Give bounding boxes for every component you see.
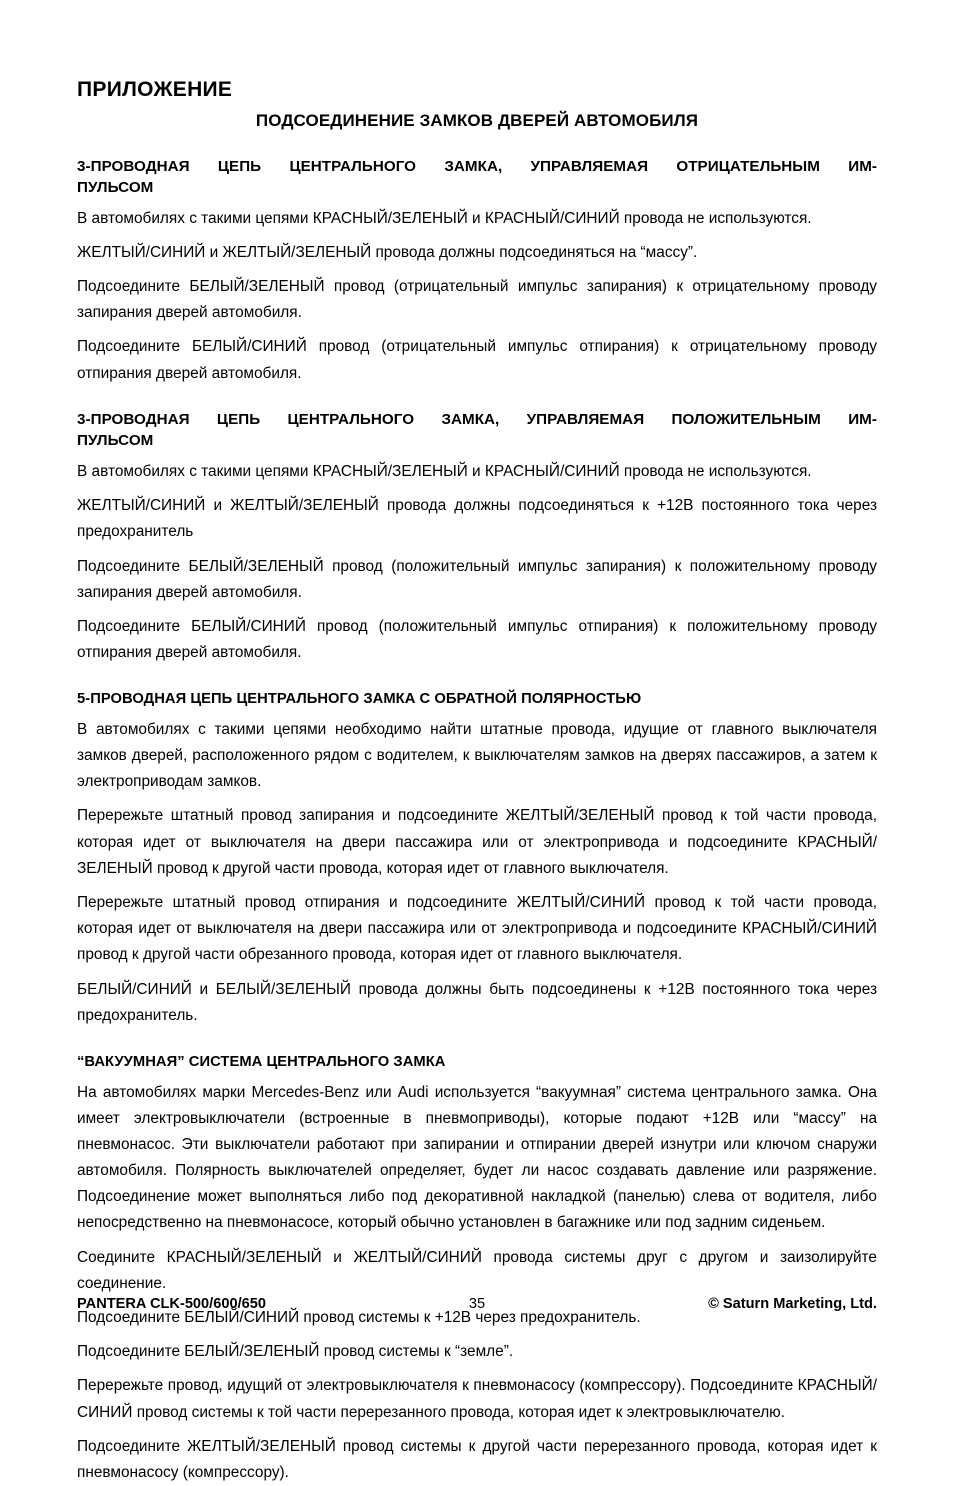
paragraph: На автомобилях марки Mercedes-Benz или Audi используется “вакуумная” система центрального замка. Она имеет электровыключатели (встроенные в пневмоприводы), которые подают +12В или “массу” на пневмонасос. Эти выключатели работают при запирании и отпирании дверей изнутри или ключом снаружи автомобиля. Полярность выключателей определяет, будет ли насос создавать давление или разряжение. Подсоединение может выполняться либо под декоративной накладкой (панелью) слева от водителя, либо непосредственно на пневмонасосе, который обычно установлен в багажнике или под задним сиденьем.	[77, 1083, 877, 1232]
paragraph: Подсоедините БЕЛЫЙ/СИНИЙ провод (отрицательный импульс отпирания) к отрицательному проводу отпирания дверей автомобиля.	[77, 338, 877, 382]
paragraph: ЖЕЛТЫЙ/СИНИЙ и ЖЕЛТЫЙ/ЗЕЛЕНЫЙ провода должны подсоединяться к +12В постоянного тока через предохранитель	[77, 497, 877, 541]
footer-model: PANTERA CLK-500/600/650	[77, 1296, 266, 1312]
section-negative-pulse	[77, 156, 877, 387]
heading-line-2: ПУЛЬСОМ	[77, 179, 154, 197]
footer-copyright: © Saturn Marketing, Ltd.	[708, 1296, 877, 1312]
section-heading-positive-pulse	[77, 409, 877, 452]
paragraph: В автомобилях с такими цепями КРАСНЫЙ/ЗЕЛЕНЫЙ и КРАСНЫЙ/СИНИЙ провода не используются.	[77, 209, 812, 227]
page-footer	[77, 1294, 877, 1314]
paragraph: ЖЕЛТЫЙ/СИНИЙ и ЖЕЛТЫЙ/ЗЕЛЕНЫЙ провода должны подсоединяться на “массу”.	[77, 243, 698, 261]
section-five-wire	[77, 688, 877, 1029]
paragraph: В автомобилях с такими цепями КРАСНЫЙ/ЗЕЛЕНЫЙ и КРАСНЫЙ/СИНИЙ провода не используются.	[77, 462, 812, 480]
paragraph: В автомобилях с такими цепями необходимо найти штатные провода, идущие от главного выключателя замков дверей, расположенного рядом с водителем, к выключателям замков на дверях пассажиров, а затем к электроприводам замков.	[77, 720, 877, 791]
heading-line-1: 3-ПРОВОДНАЯ ЦЕПЬ ЦЕНТРАЛЬНОГО ЗАМКА, УПРАВЛЯЕМАЯ ОТРИЦАТЕЛЬНЫМ ИМ-	[77, 157, 877, 175]
paragraph: Перережьте провод, идущий от электровыключателя к пневмонасосу (компрессору). Подсоедините КРАСНЫЙ/СИНИЙ провод системы к той части перерезанного провода, которая идет к электровыключателю.	[77, 1377, 877, 1421]
paragraph: Подсоедините БЕЛЫЙ/СИНИЙ провод (положительный импульс отпирания) к положительному проводу отпирания дверей автомобиля.	[77, 617, 877, 662]
paragraph: Перережьте штатный провод отпирания и подсоедините ЖЕЛТЫЙ/СИНИЙ провод к той части провода, которая идет от выключателя на двери пассажира или от электропривода и подсоедините КРАСНЫЙ/СИНИЙ провод к другой части обрезанного провода, которая идет от главного выключателя.	[77, 893, 877, 964]
section-heading-vacuum-system: “ВАКУУМНАЯ” СИСТЕМА ЦЕНТРАЛЬНОГО ЗАМКА	[77, 1052, 446, 1070]
paragraph: Подсоедините БЕЛЫЙ/ЗЕЛЕНЫЙ провод (отрицательный импульс запирания) к отрицательному проводу запирания дверей автомобиля.	[77, 278, 877, 322]
paragraph: Соедините КРАСНЫЙ/ЗЕЛЕНЫЙ и ЖЕЛТЫЙ/СИНИЙ провода системы друг с другом и заизолируйте соединение.	[77, 1248, 877, 1292]
paragraph: Подсоедините БЕЛЫЙ/ЗЕЛЕНЫЙ провод системы к “земле”.	[77, 1343, 514, 1361]
section-heading-five-wire: 5-ПРОВОДНАЯ ЦЕПЬ ЦЕНТРАЛЬНОГО ЗАМКА С ОБРАТНОЙ ПОЛЯРНОСТЬЮ	[77, 690, 642, 708]
paragraph: БЕЛЫЙ/СИНИЙ и БЕЛЫЙ/ЗЕЛЕНЫЙ провода должны быть подсоединены к +12В постоянного тока через предохранитель.	[77, 980, 877, 1024]
footer-page-number: 35	[468, 1296, 486, 1312]
paragraph: Подсоедините ЖЕЛТЫЙ/ЗЕЛЕНЫЙ провод системы к другой части перерезанного провода, которая идет к пневмонасосу (компрессору).	[77, 1437, 877, 1481]
section-heading-negative-pulse	[77, 156, 877, 199]
heading-line-1: 3-ПРОВОДНАЯ ЦЕПЬ ЦЕНТРАЛЬНОГО ЗАМКА, УПРАВЛЯЕМАЯ ПОЛОЖИТЕЛЬНЫМ ИМ-	[77, 410, 877, 428]
page-title: ПРИЛОЖЕНИЕ	[77, 78, 233, 101]
paragraph: Подсоедините БЕЛЫЙ/ЗЕЛЕНЫЙ провод (положительный импульс запирания) к положительному проводу запирания дверей автомобиля.	[77, 557, 877, 601]
page-subtitle: ПОДСОЕДИНЕНИЕ ЗАМКОВ ДВЕРЕЙ АВТОМОБИЛЯ	[255, 111, 699, 131]
section-vacuum-system	[77, 1051, 877, 1486]
paragraph: Перережьте штатный провод запирания и подсоедините ЖЕЛТЫЙ/ЗЕЛЕНЫЙ провод к той части провода, которая идет от выключателя на двери пассажира или от электропривода и подсоедините КРАСНЫЙ/ЗЕЛЕНЫЙ провод к другой части провода, которая идет от главного выключателя.	[77, 807, 877, 877]
paragraph: Подсоедините БЕЛЫЙ/СИНИЙ провод системы к +12В через предохранитель.	[77, 1309, 641, 1326]
heading-line-2: ПУЛЬСОМ	[77, 432, 154, 450]
section-positive-pulse	[77, 409, 877, 666]
